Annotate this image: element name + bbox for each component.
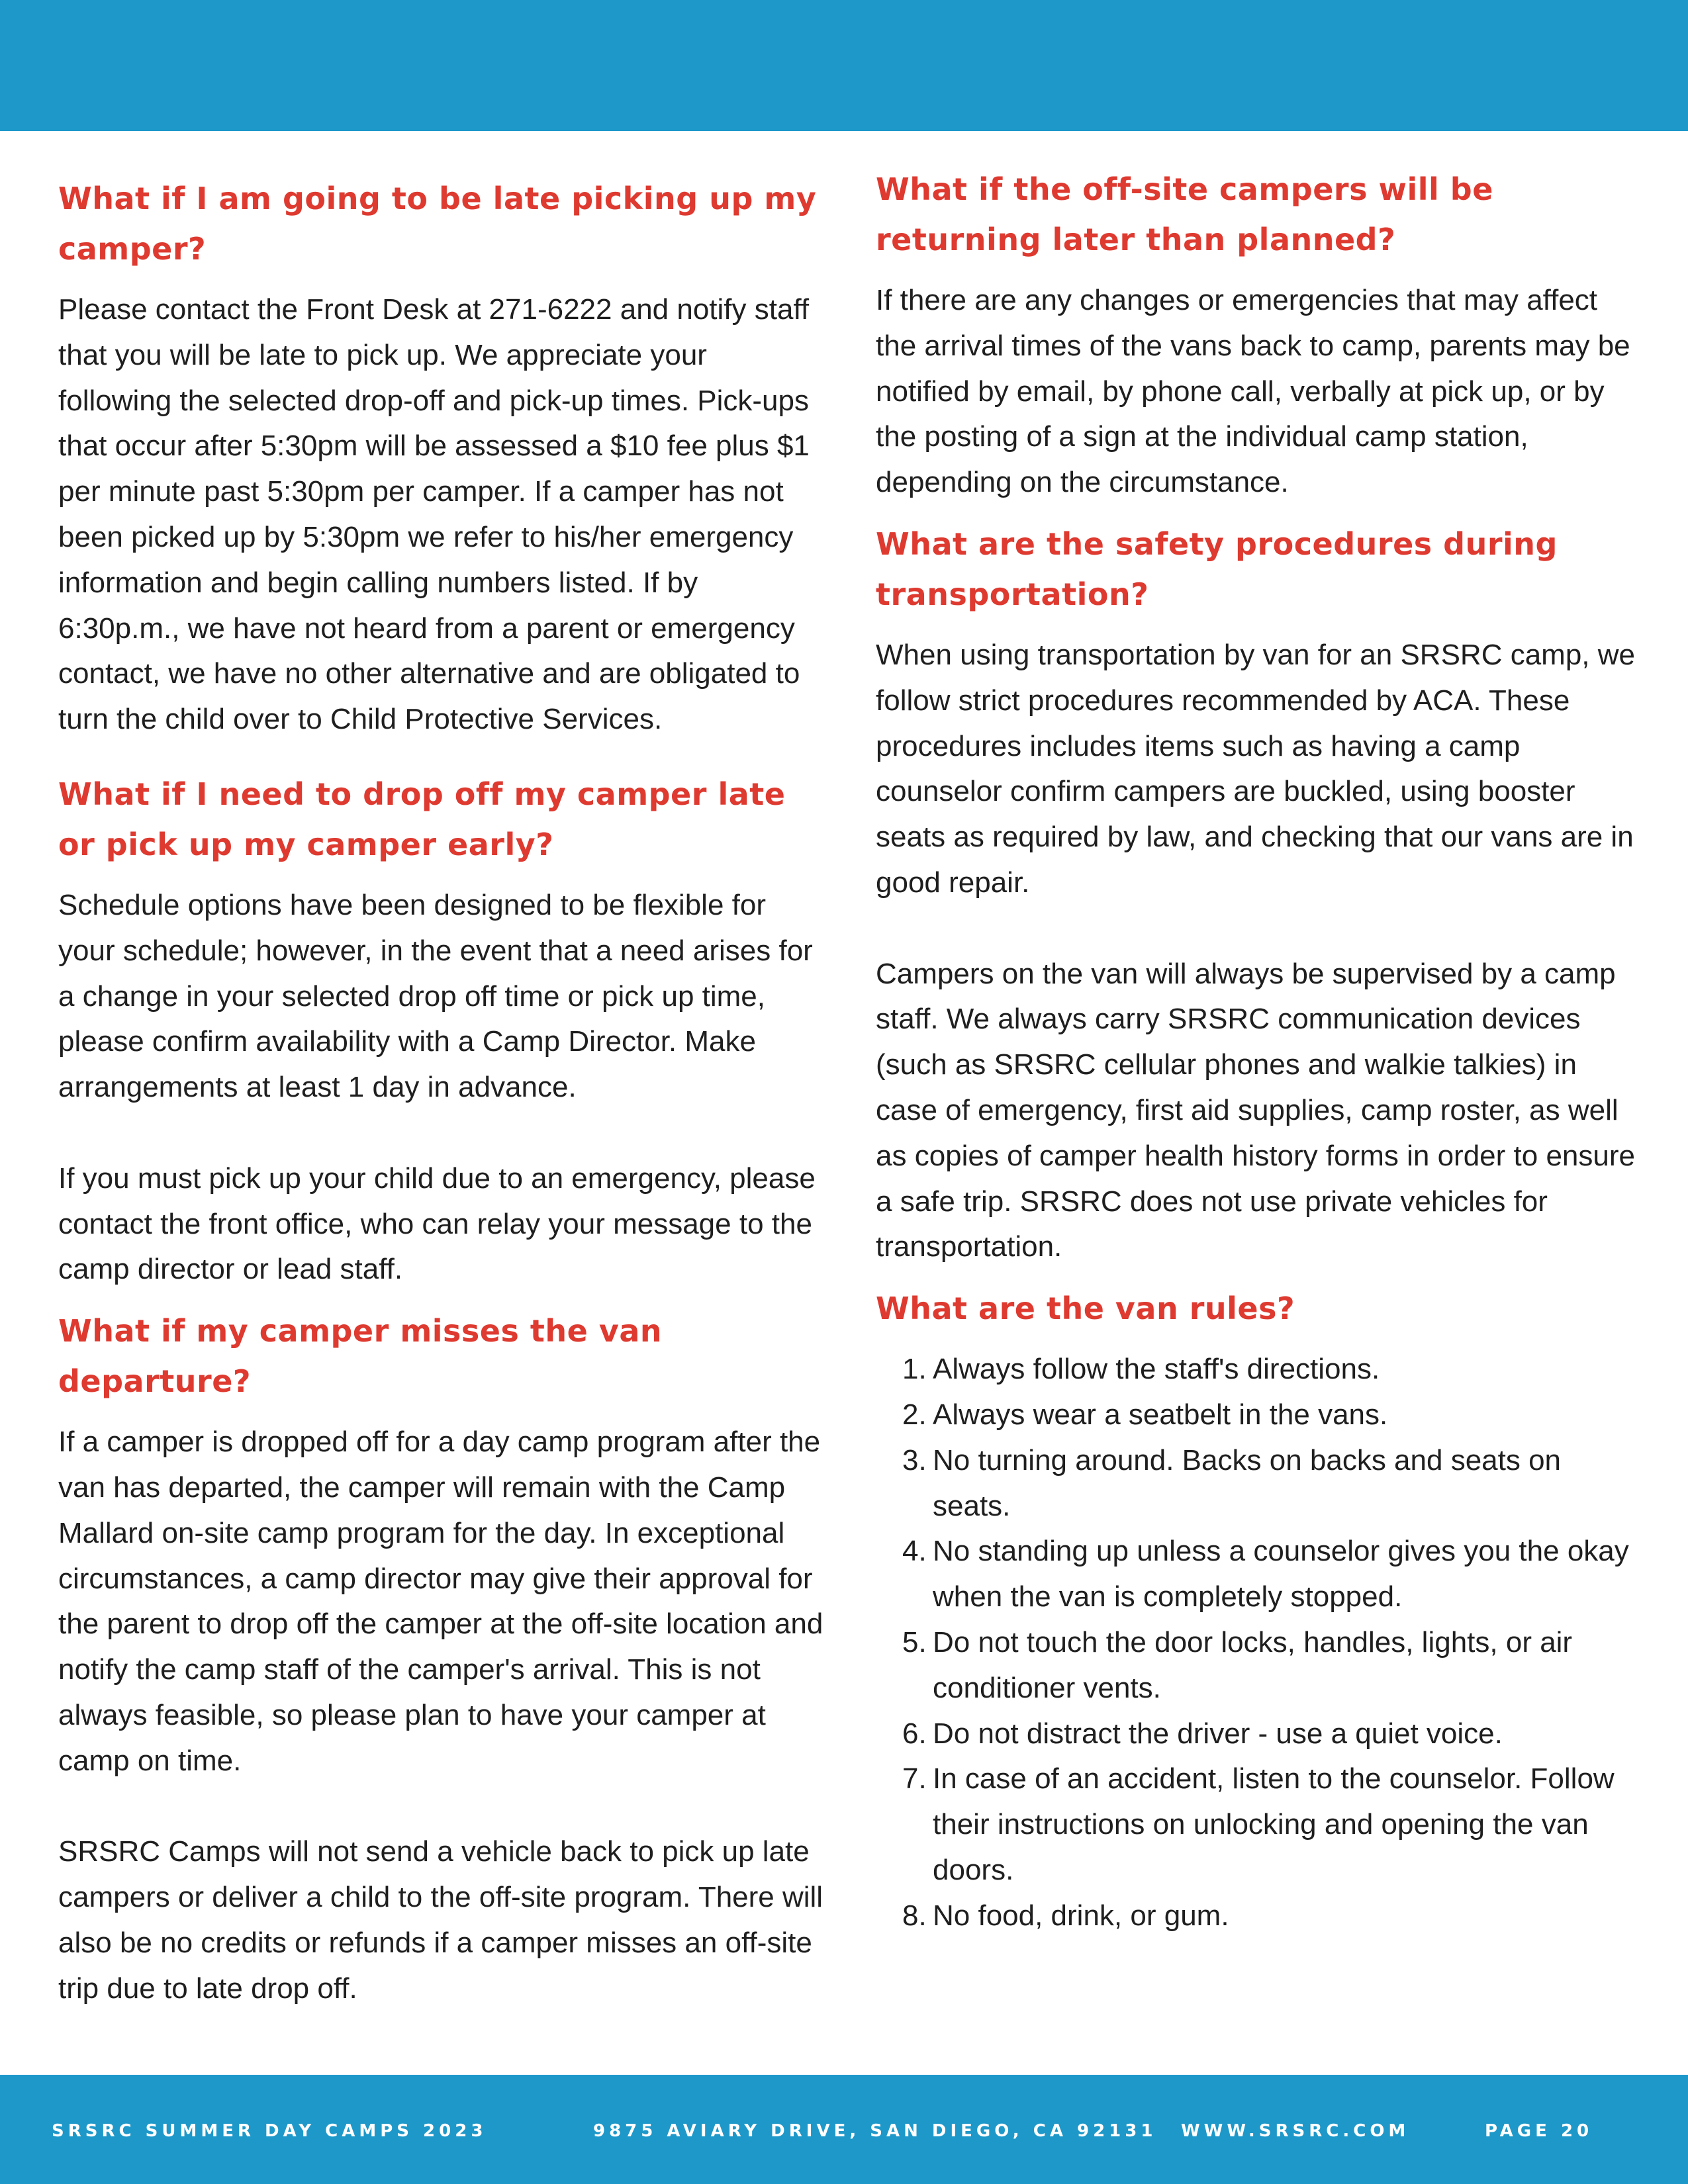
header-band xyxy=(0,0,1688,131)
left-column xyxy=(58,173,826,2012)
faq-heading: What if I am going to be late picking up my camper? xyxy=(58,181,817,267)
rule-item xyxy=(876,1438,1644,1529)
footer-address: 9875 AVIARY DRIVE, SAN DIEGO, CA 92131 xyxy=(593,2121,1157,2141)
faq-paragraph: Please contact the Front Desk at 271-6222 and notify staff that you will be late to pick up. We appreciate your following the selected drop-off and pick-up times. Pick-ups that occur after 5:30pm will be assessed a $10 fee plus $1 per minute past 5:30pm per camper. If a camper has not been picked up by 5:30pm we refer to his/her emergency information and begin calling numbers listed. If by 6:30p.m., we have not heard from a parent or emergency contact, we have no other alternative and are obligated to turn the child over to Child Protective Services. xyxy=(58,293,810,736)
faq-heading: What are the van rules? xyxy=(876,1291,1295,1327)
rule-item xyxy=(876,1529,1644,1620)
faq-paragraph: If there are any changes or emergencies that may affect the arrival times of the vans back to camp, parents may be notified by email, by phone call, verbally at pick up, or by the posting of a sign at the individual camp station, depending on the circumstance. xyxy=(876,284,1630,499)
rule-number: 3. xyxy=(902,1443,927,1477)
faq-late-pickup xyxy=(58,173,826,743)
faq-van-rules xyxy=(876,1283,1644,1938)
rule-number: 4. xyxy=(902,1535,927,1568)
faq-heading: What if I need to drop off my camper late or pick up my camper early? xyxy=(58,776,786,862)
faq-safety-procedures xyxy=(876,519,1644,1270)
rule-number: 1. xyxy=(902,1353,927,1386)
faq-heading: What if the off-site campers will be returning later than planned? xyxy=(876,171,1493,257)
rule-item xyxy=(876,1756,1644,1893)
faq-heading: What are the safety procedures during transportation? xyxy=(876,525,1558,612)
rule-text: Do not touch the door locks, handles, lights, or air conditioner vents. xyxy=(933,1625,1573,1704)
faq-paragraph: When using transportation by van for an SRSRC camp, we follow strict procedures recommended by ACA. These procedures includes items such as having a camp counselor confirm campers are buckled, using booster seats as required by law, and checking that our vans are in good repair. xyxy=(876,638,1635,899)
faq-paragraph: Schedule options have been designed to be flexible for your schedule; however, in the event that a need arises for a change in your selected drop off time or pick up time, please confirm availability with a Camp Director. Make arrangements at least 1 day in advance. xyxy=(58,888,813,1104)
rule-text: No food, drink, or gum. xyxy=(933,1899,1229,1932)
rule-number: 2. xyxy=(902,1398,927,1431)
faq-paragraph: SRSRC Camps will not send a vehicle back to pick up late campers or deliver a child to the off-site program. There will also be no credits or refunds if a camper misses an off-site trip due to late drop off. xyxy=(58,1835,823,2005)
rule-number: 6. xyxy=(902,1717,927,1750)
footer-page-number: PAGE 20 xyxy=(1485,2121,1593,2141)
footer-website[interactable]: WWW.SRSRC.COM xyxy=(1181,2121,1410,2141)
faq-paragraph: Campers on the van will always be supervised by a camp staff. We always carry SRSRC communication devices (such as SRSRC cellular phones and walkie talkies) in case of emergency, first aid supplies, camp roster, as well as copies of camper health history forms in order to ensure a safe trip. SRSRC does not use private vehicles for transportation. xyxy=(876,957,1635,1263)
rule-text: Always wear a seatbelt in the vans. xyxy=(933,1398,1388,1431)
faq-missed-van xyxy=(58,1306,826,2011)
faq-heading: What if my camper misses the van departure? xyxy=(58,1313,663,1400)
rule-number: 5. xyxy=(902,1625,927,1659)
faq-returning-late xyxy=(876,164,1644,506)
footer-org: SRSRC SUMMER DAY CAMPS 2023 xyxy=(52,2121,487,2141)
rule-item xyxy=(876,1392,1644,1438)
rule-text: Do not distract the driver - use a quiet voice. xyxy=(933,1717,1503,1750)
rule-item xyxy=(876,1893,1644,1939)
faq-paragraph: If a camper is dropped off for a day camp program after the van has departed, the camper will remain with the Camp Mallard on-site camp program for the day. In exceptional circumstances, a camp director may give their approval for the parent to drop off the camper at the off-site location and notify the camp staff of the camper's arrival. This is not always feasible, so please plan to have your camper at camp on time. xyxy=(58,1426,823,1777)
rule-item xyxy=(876,1711,1644,1757)
rule-text: In case of an accident, listen to the counselor. Follow their instructions on unlocking and opening the van doors. xyxy=(933,1762,1615,1886)
van-rules-list xyxy=(876,1347,1644,1938)
rule-item xyxy=(876,1620,1644,1711)
rule-number: 8. xyxy=(902,1899,927,1932)
rule-text: Always follow the staff's directions. xyxy=(933,1353,1380,1386)
faq-paragraph: If you must pick up your child due to an emergency, please contact the front office, who can relay your message to the camp director or lead staff. xyxy=(58,1161,816,1286)
rule-text: No turning around. Backs on backs and seats on seats. xyxy=(933,1443,1562,1522)
faq-drop-off-late xyxy=(58,769,826,1293)
right-column xyxy=(876,164,1644,1939)
rule-number: 7. xyxy=(902,1762,927,1796)
rule-item xyxy=(876,1347,1644,1392)
rule-text: No standing up unless a counselor gives you the okay when the van is completely stopped. xyxy=(933,1535,1629,1614)
